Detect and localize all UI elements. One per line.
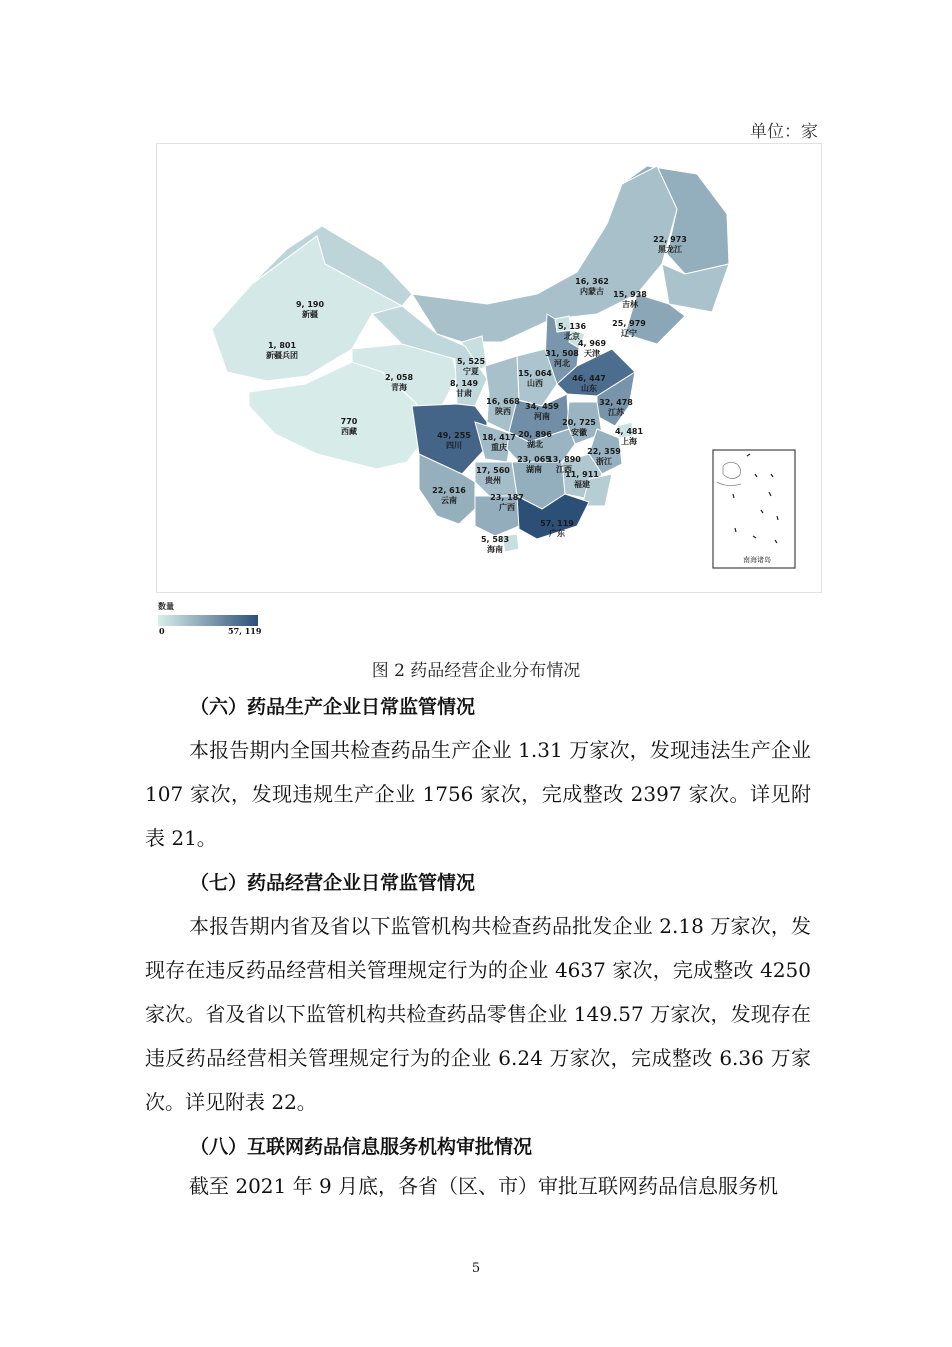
province-name-label: 吉林 bbox=[622, 300, 638, 309]
province-name-label: 云南 bbox=[441, 496, 457, 505]
province-name-label: 北京 bbox=[564, 332, 580, 341]
legend-min: 0 bbox=[159, 626, 165, 636]
province-value-label: 5, 583 bbox=[480, 535, 510, 544]
province-value-label: 23, 187 bbox=[490, 493, 524, 502]
province-value-label: 23, 065 bbox=[517, 455, 551, 464]
section-7-paragraph: 本报告期内省及省以下监管机构共检查药品批发企业 2.18 万家次，发现存在违反药品经营相关管理规定行为的企业 4637 家次，完成整改 4250 家次。省及省以下监管机构共检查药品零售企业 149.57 万家次，发现存在违反药品经营相关管理规定行为的企业 6.24 万家次，完成整改 6.36 万家次。详见附表 22。 bbox=[145, 914, 811, 1114]
province-value-label: 770 bbox=[340, 417, 358, 426]
china-choropleth-map bbox=[156, 143, 822, 593]
section-6-heading: （六）药品生产企业日常监管情况 bbox=[190, 696, 476, 718]
province-value-label: 1, 801 bbox=[267, 341, 297, 350]
province-value-label: 15, 064 bbox=[518, 369, 552, 378]
province-value-label: 57, 119 bbox=[540, 519, 574, 528]
province-name-label: 河北 bbox=[554, 359, 570, 368]
province-region-2 bbox=[662, 264, 729, 312]
province-value-label: 32, 478 bbox=[599, 398, 633, 407]
province-value-label: 31, 508 bbox=[545, 349, 579, 358]
province-name-label: 青海 bbox=[391, 383, 407, 392]
province-value-label: 22, 973 bbox=[653, 235, 687, 244]
legend-gradient-bar bbox=[158, 615, 258, 626]
province-name-label: 天津 bbox=[584, 349, 600, 358]
section-8-paragraph: 截至 2021 年 9 月底，各省（区、市）审批互联网药品信息服务机 bbox=[189, 1174, 779, 1198]
province-name-label: 广西 bbox=[499, 503, 515, 512]
province-value-label: 20, 725 bbox=[562, 418, 596, 427]
province-name-label: 江西 bbox=[556, 465, 572, 474]
province-name-label: 上海 bbox=[621, 437, 637, 446]
province-value-label: 5, 136 bbox=[557, 322, 587, 331]
province-value-label: 4, 969 bbox=[577, 339, 607, 348]
province-name-label: 湖北 bbox=[527, 440, 543, 449]
inset-label: 南海诸岛 bbox=[743, 556, 771, 564]
province-value-label: 16, 362 bbox=[575, 277, 609, 286]
province-name-label: 贵州 bbox=[485, 476, 501, 485]
province-value-label: 46, 447 bbox=[572, 374, 606, 383]
province-value-label: 20, 896 bbox=[518, 430, 552, 439]
province-name-label: 福建 bbox=[574, 480, 590, 489]
province-name-label: 江苏 bbox=[608, 408, 624, 417]
province-value-label: 17, 560 bbox=[476, 466, 510, 475]
province-value-label: 18, 417 bbox=[482, 433, 516, 442]
section-8-heading: （八）互联网药品信息服务机构审批情况 bbox=[190, 1136, 533, 1158]
province-value-label: 22, 616 bbox=[432, 486, 466, 495]
province-name-label: 河南 bbox=[534, 412, 550, 421]
province-value-label: 15, 938 bbox=[613, 290, 647, 299]
province-value-label: 16, 668 bbox=[486, 397, 520, 406]
map-svg bbox=[157, 144, 821, 592]
figure-caption: 图 2 药品经营企业分布情况 bbox=[371, 661, 581, 681]
province-value-label: 2, 058 bbox=[384, 373, 414, 382]
province-name-label: 西藏 bbox=[341, 427, 357, 436]
page-number: 5 bbox=[471, 1261, 481, 1276]
province-value-label: 13, 890 bbox=[547, 455, 581, 464]
province-value-label: 8, 149 bbox=[449, 379, 479, 388]
province-value-label: 4, 481 bbox=[614, 427, 644, 436]
province-name-label: 山西 bbox=[527, 379, 543, 388]
province-name-label: 重庆 bbox=[491, 443, 507, 452]
province-name-label: 宁夏 bbox=[463, 367, 479, 376]
province-name-label: 内蒙古 bbox=[580, 287, 604, 296]
province-name-label: 辽宁 bbox=[621, 329, 637, 338]
legend-title: 数量 bbox=[158, 601, 174, 611]
province-name-label: 陕西 bbox=[495, 407, 511, 416]
province-name-label: 海南 bbox=[487, 545, 503, 554]
province-name-label: 四川 bbox=[446, 441, 462, 450]
unit-label: 单位：家 bbox=[750, 122, 818, 142]
province-name-label: 广东 bbox=[549, 529, 565, 538]
province-value-label: 49, 255 bbox=[437, 431, 471, 440]
section-7-heading: （七）药品经营企业日常监管情况 bbox=[190, 872, 476, 894]
province-value-label: 34, 459 bbox=[525, 402, 559, 411]
province-value-label: 11, 911 bbox=[565, 470, 599, 479]
province-name-label: 新疆兵团 bbox=[266, 351, 298, 360]
province-name-label: 黑龙江 bbox=[658, 245, 682, 254]
province-name-label: 浙江 bbox=[596, 457, 612, 466]
section-6-paragraph: 本报告期内全国共检查药品生产企业 1.31 万家次，发现违法生产企业 107 家次，发现违规生产企业 1756 家次，完成整改 2397 家次。详见附表 21。 bbox=[145, 738, 811, 850]
province-value-label: 25, 979 bbox=[612, 319, 646, 328]
province-name-label: 山东 bbox=[581, 384, 597, 393]
province-name-label: 新疆 bbox=[302, 310, 318, 319]
province-name-label: 甘肃 bbox=[456, 389, 472, 398]
south-china-sea-inset bbox=[713, 450, 795, 568]
map-legend bbox=[157, 601, 267, 638]
province-name-label: 湖南 bbox=[526, 465, 542, 474]
province-value-label: 5, 525 bbox=[456, 357, 486, 366]
legend-max: 57, 119 bbox=[228, 626, 262, 636]
province-value-label: 22, 359 bbox=[587, 447, 621, 456]
province-value-label: 9, 190 bbox=[295, 300, 325, 309]
province-name-label: 安徽 bbox=[571, 428, 587, 437]
